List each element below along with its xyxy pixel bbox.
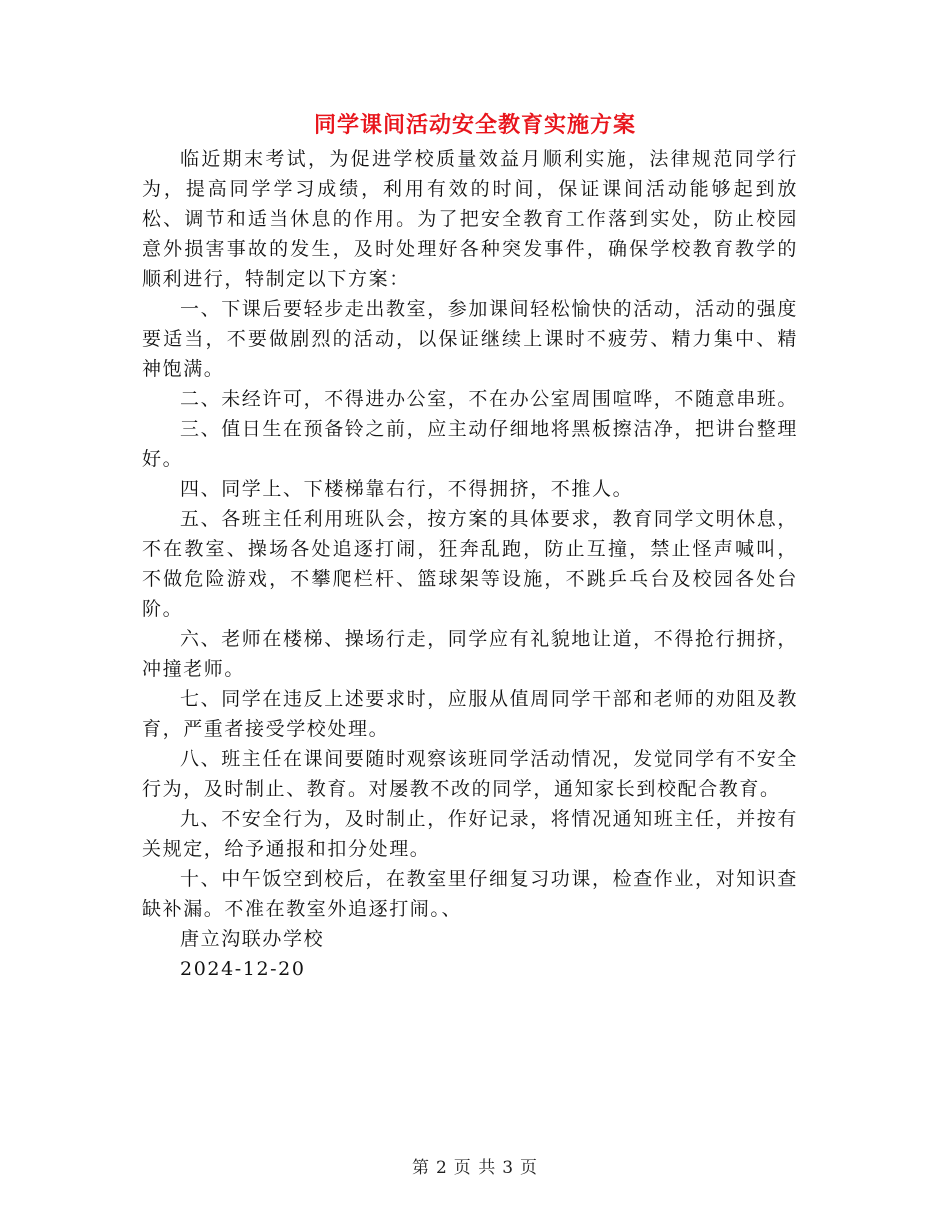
footer-page-total: 3 — [502, 1158, 515, 1178]
rule-10: 十、中午饭空到校后，在教室里仔细复习功课，检查作业，对知识查缺补漏。不准在教室外追逐打闹。、 — [142, 868, 799, 920]
footer-middle: 页 共 — [453, 1158, 497, 1178]
rule-1: 一、下课后要轻步走出教室，参加课间轻松愉快的活动，活动的强度要适当，不要做剧烈的活动，以保证继续上课时不疲劳、精力集中、精神饱满。 — [142, 298, 799, 380]
rule-3: 三、值日生在预备铃之前，应主动仔细地将黑板擦洁净，把讲台整理好。 — [142, 418, 799, 470]
rule-2: 二、未经许可，不得进办公室，不在办公室周围喧哗，不随意串班。 — [180, 388, 799, 410]
footer-suffix: 页 — [520, 1158, 539, 1178]
footer-page-current: 2 — [435, 1158, 448, 1178]
rule-8: 八、班主任在课间要随时观察该班同学活动情况，发觉同学有不安全行为，及时制止、教育。对屡教不改的同学，通知家长到校配合教育。 — [142, 748, 799, 800]
rule-6: 六、老师在楼梯、操场行走，同学应有礼貌地让道，不得抢行拥挤，冲撞老师。 — [142, 628, 799, 680]
rule-9: 九、不安全行为，及时制止，作好记录，将情况通知班主任，并按有关规定，给予通报和扣分处理。 — [142, 808, 799, 860]
rule-5: 五、各班主任利用班队会，按方案的具体要求，教育同学文明休息，不在教室、操场各处追逐打闹，狂奔乱跑，防止互撞，禁止怪声喊叫，不做危险游戏，不攀爬栏杆、篮球架等设施，不跳乒乓台及校园各处台阶。 — [142, 508, 799, 620]
page-footer — [0, 1153, 950, 1178]
document-date: 2024-12-20 — [180, 958, 306, 980]
school-signature: 唐立沟联办学校 — [180, 928, 325, 950]
document-body — [142, 144, 798, 984]
rule-4: 四、同学上、下楼梯靠右行，不得拥挤，不推人。 — [180, 478, 634, 500]
footer-prefix: 第 — [411, 1158, 430, 1178]
document-title: 同学课间活动安全教育实施方案 — [313, 112, 636, 138]
intro-paragraph: 临近期末考试，为促进学校质量效益月顺利实施，法律规范同学行为，提高同学学习成绩，利用有效的时间，保证课间活动能够起到放松、调节和适当休息的作用。为了把安全教育工作落到实处，防止校园意外损害事故的发生，及时处理好各种突发事件，确保学校教育教学的顺利进行，特制定以下方案： — [142, 148, 798, 290]
rule-7: 七、同学在违反上述要求时，应服从值周同学干部和老师的劝阻及教育，严重者接受学校处理。 — [142, 688, 799, 740]
